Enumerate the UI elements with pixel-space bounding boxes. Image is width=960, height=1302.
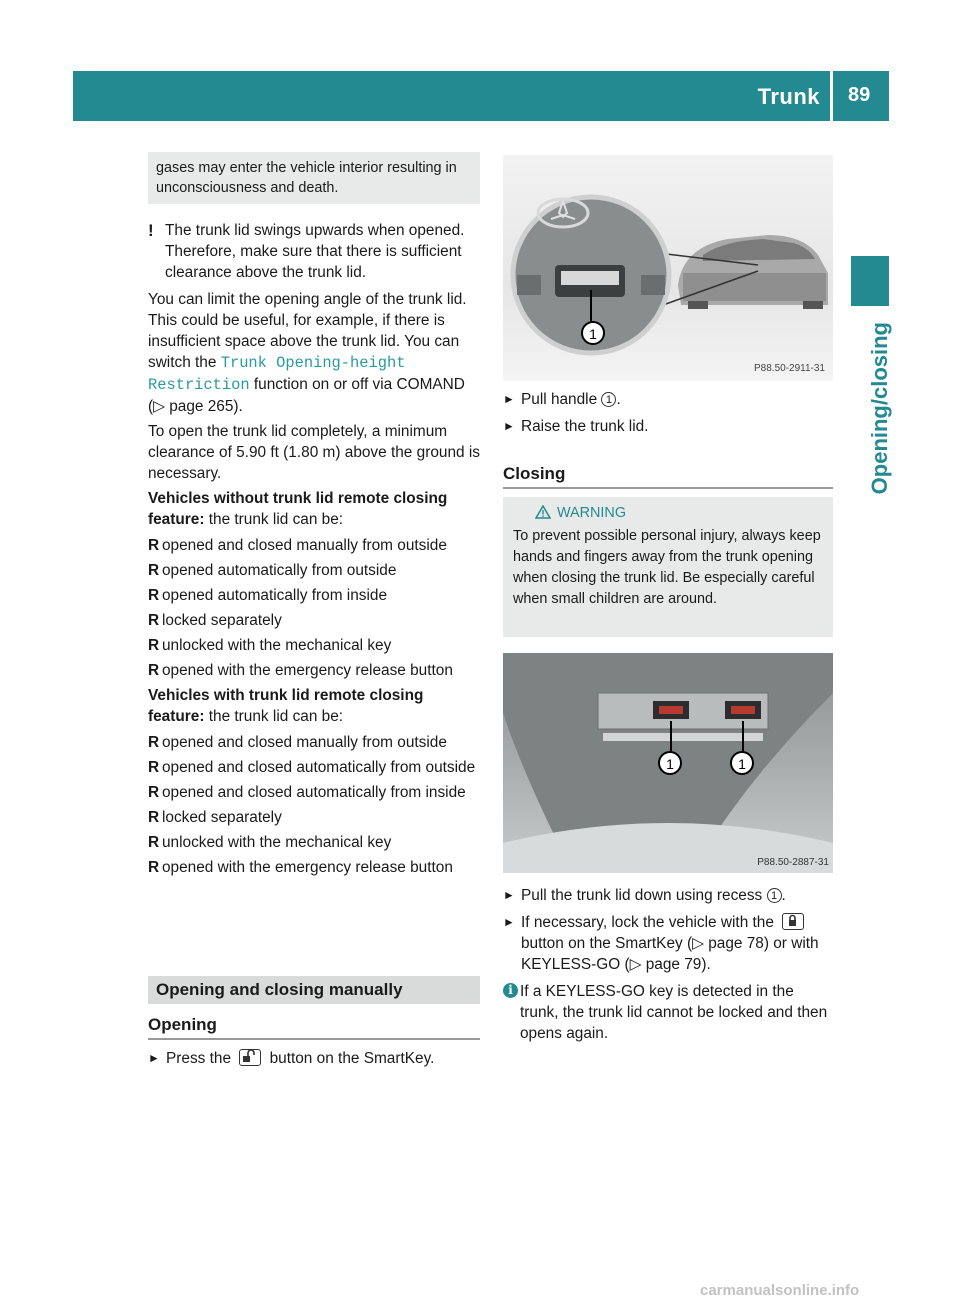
photo2-code: P88.50-2887-31 [757, 857, 829, 868]
subsection-rule [503, 487, 833, 489]
list-item: R opened with the emergency release button [148, 662, 453, 679]
list-with-remote [148, 732, 482, 878]
side-tab-marker [851, 256, 889, 306]
bullet-icon: R [148, 537, 160, 554]
heading-without-remote: Vehicles without trunk lid remote closing feature: the trunk lid can be: [148, 490, 448, 528]
paragraph-clearance: To open the trunk lid completely, a minimum clearance of 5.90 ft (1.80 m) above the ground is necessary. [148, 423, 480, 482]
page-number: 89 [848, 84, 871, 106]
step-arrow-icon: ► [503, 392, 515, 406]
bullet-icon: R [148, 759, 160, 776]
bullet-icon: R [148, 587, 160, 604]
bullet-icon: R [148, 612, 160, 629]
trunk-lid-recess-photo [503, 653, 833, 873]
chapter-title: Trunk [757, 84, 820, 109]
list-item: R opened with the emergency release button [148, 859, 453, 876]
step-arrow-icon: ► [503, 419, 515, 433]
bullet-icon: R [148, 859, 160, 876]
photo1-callout: 1 [589, 326, 597, 342]
subsection-rule [148, 1038, 480, 1040]
step-arrow-icon: ► [148, 1051, 160, 1065]
unlock-icon [239, 1049, 261, 1066]
list-item: R locked separately [148, 809, 282, 826]
step-raise-lid: ► Raise the trunk lid. [503, 418, 649, 435]
section-title-bar [148, 976, 480, 1004]
step-arrow-icon: ► [503, 915, 515, 929]
bullet-icon: R [148, 809, 160, 826]
paragraph-opening-angle: You can limit the opening angle of the trunk lid. This could be useful, for example, if there is insufficient space above the trunk lid. You can switch the Trunk Opening-height Restriction function on or off via COMAND (▷ page 265). [148, 291, 467, 415]
subsection-opening: Opening [148, 1015, 217, 1034]
bullet-icon: R [148, 562, 160, 579]
list-item: R unlocked with the mechanical key [148, 834, 392, 851]
warning-header: WARNING [513, 503, 823, 524]
bullet-icon: R [148, 834, 160, 851]
info-note [503, 981, 835, 1044]
bullet-icon: R [148, 784, 160, 801]
right-steps-1 [503, 389, 835, 437]
info-text: If a KEYLESS-GO key is detected in the trunk, the trunk lid cannot be locked and then opens again. [520, 983, 828, 1042]
bullet-icon: R [148, 662, 160, 679]
warning-triangle-icon [535, 505, 551, 519]
list-item: R opened and closed automatically from outside [148, 759, 476, 776]
list-item: R opened and closed manually from outside [148, 734, 447, 751]
side-section-label: Opening/closing [867, 322, 892, 495]
watermark: carmanualsonline.info [700, 1282, 860, 1299]
list-item: R opened automatically from outside [148, 562, 397, 579]
left-column [148, 220, 482, 882]
info-icon: i [503, 983, 518, 998]
step-pull-handle: ► Pull handle 1 . [503, 391, 621, 408]
photo1-code: P88.50-2911-31 [754, 363, 825, 374]
list-item: R opened and closed automatically from inside [148, 784, 466, 801]
section-title: Opening and closing manually [156, 980, 403, 999]
list-item: R locked separately [148, 612, 282, 629]
callout-1-icon: 1 [767, 888, 782, 903]
menu-function-name: Trunk Opening-height [220, 354, 406, 372]
step-lock-vehicle: ► If necessary, lock the vehicle with the button on the SmartKey (▷ page 78) or with KEYLESS-GO (▷ page 79). [503, 914, 819, 973]
right-steps-2 [503, 885, 835, 1044]
note-text: The trunk lid swings upwards when opened. Therefore, make sure that there is sufficient clearance above the trunk lid. [165, 222, 465, 281]
step-arrow-icon: ► [503, 888, 515, 902]
list-item: R opened automatically from inside [148, 587, 387, 604]
callout-1-icon: 1 [601, 392, 616, 407]
subsection-closing: Closing [503, 464, 566, 483]
lock-icon [782, 913, 804, 930]
heading-with-remote: Vehicles with trunk lid remote closing feature: the trunk lid can be: [148, 687, 424, 725]
list-item: R unlocked with the mechanical key [148, 637, 392, 654]
list-without-remote [148, 535, 482, 681]
warning-text: To prevent possible personal injury, always keep hands and fingers away from the trunk opening when closing the trunk lid. Be especially careful when small children are around. [513, 528, 821, 607]
warning-box [503, 497, 833, 637]
bullet-icon: R [148, 734, 160, 751]
photo2-callout-b: 1 [738, 756, 746, 772]
warning-continuation-box [148, 152, 480, 204]
bullet-icon: R [148, 637, 160, 654]
step-press-unlock: ► Press the button on the SmartKey. [148, 1050, 435, 1067]
warning-continuation-text: gases may enter the vehicle interior resulting in unconsciousness and death. [156, 160, 457, 196]
note-block [148, 220, 482, 283]
photo2-callout-a: 1 [666, 756, 674, 772]
note-icon: ! [148, 221, 154, 240]
trunk-handle-photo [503, 155, 833, 381]
list-item: R opened and closed manually from outside [148, 537, 447, 554]
header-divider [830, 71, 833, 121]
step-pull-down: ► Pull the trunk lid down using recess 1 . [503, 887, 786, 904]
